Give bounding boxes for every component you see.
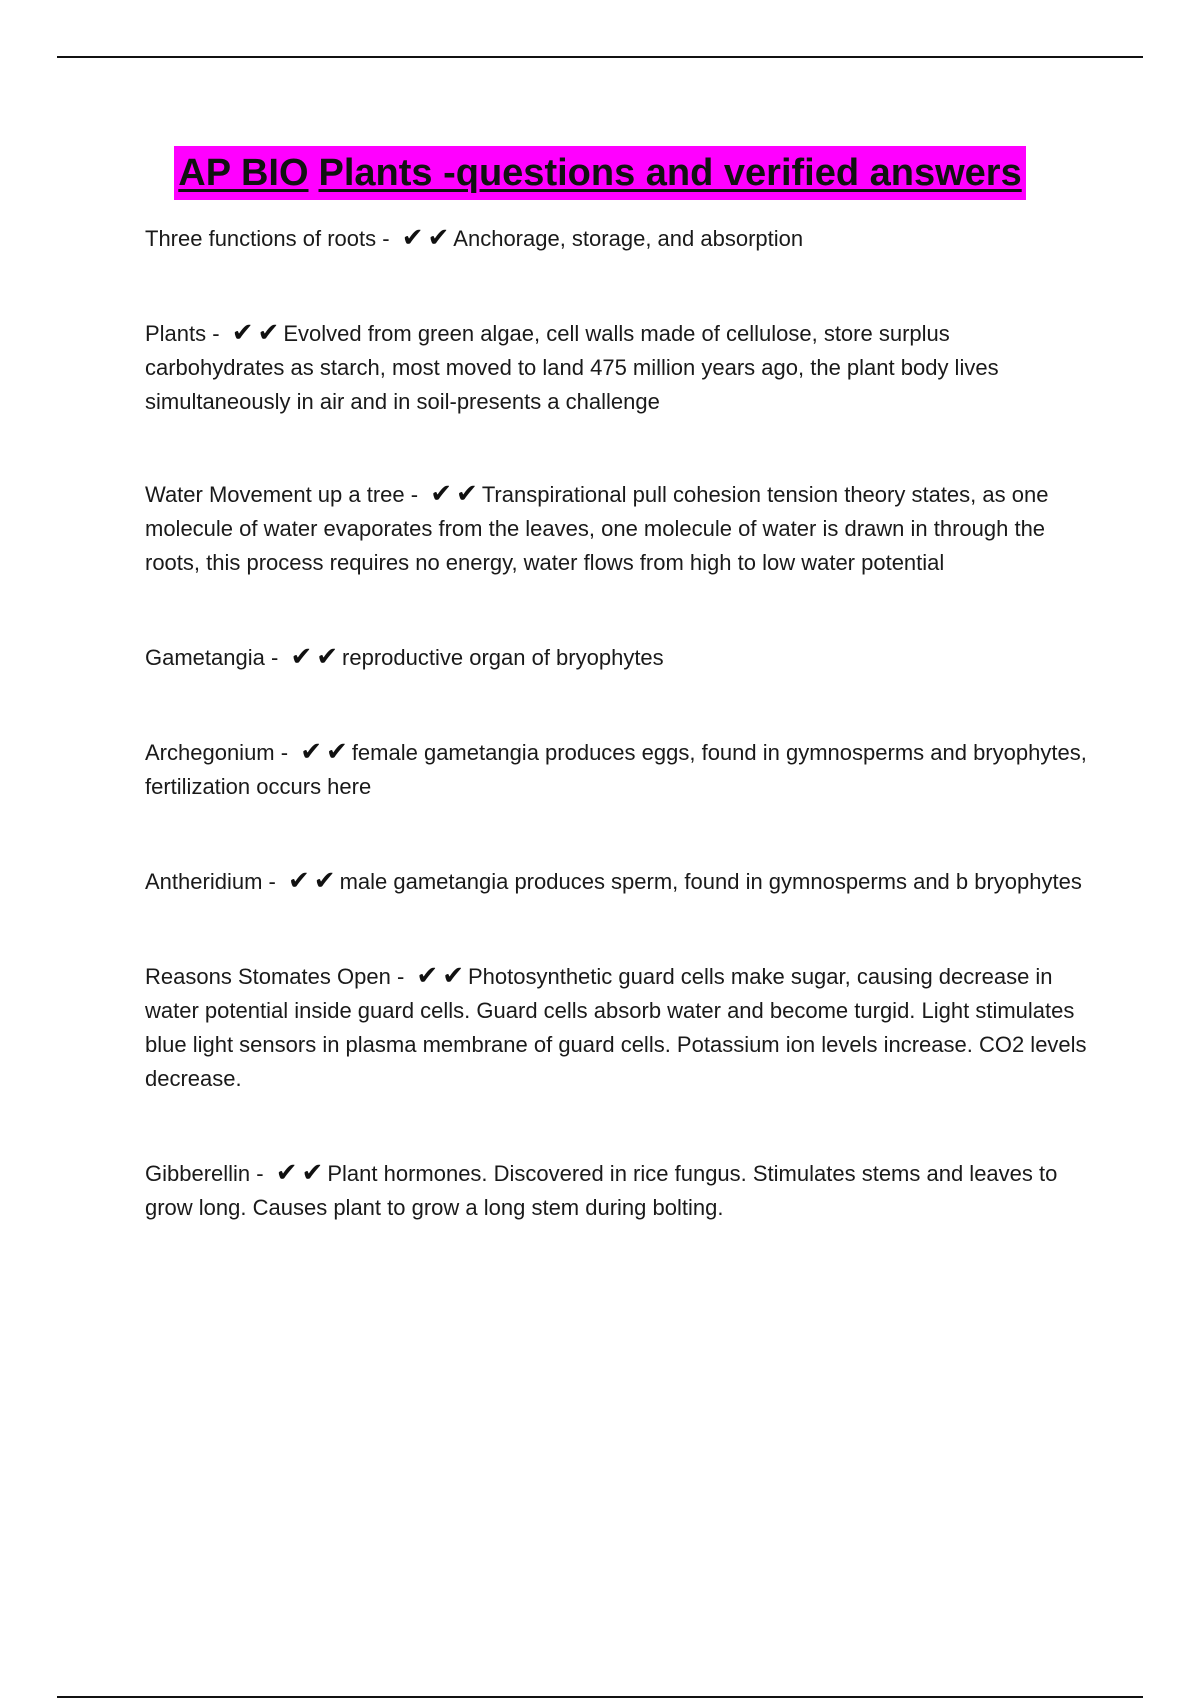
check-icon: ✔ (401, 222, 424, 252)
separator: - (270, 645, 279, 670)
separator: - (256, 1161, 264, 1186)
question-text: Archegonium (145, 740, 275, 765)
answer-text: Photosynthetic guard cells make sugar, causing decrease in water potential inside guard cells. Guard cells absorb water and become turgid. Light stimulates blue light sensors in plasma membrane of guard cells. Potassium ion levels increase. CO2 levels decrease. (145, 964, 1087, 1091)
check-icon: ✔ (257, 317, 280, 347)
check-icon: ✔ (313, 865, 336, 895)
question-text: Plants (145, 321, 207, 346)
question-text: Gibberellin (145, 1161, 251, 1186)
question-text: Gametangia (145, 645, 265, 670)
check-icon: ✔ (427, 222, 450, 252)
check-icon: ✔ (430, 478, 453, 508)
answer-text: Transpirational pull cohesion tension theory states, as one molecule of water evaporates from the leaves, one molecule of water is drawn in through the roots, this process requires no energy, water flows from high to low water potential (145, 482, 1049, 575)
title-block (0, 146, 1200, 200)
answer-text: reproductive organ of bryophytes (342, 645, 664, 670)
separator: - (268, 869, 276, 894)
qa-item (145, 736, 1095, 804)
answer-text: female gametangia produces eggs, found in gymnosperms and bryophytes, fertilization occurs here (145, 740, 1087, 799)
answer-text: male gametangia produces sperm, found in gymnosperms and b bryophytes (339, 869, 1082, 894)
verified-checks (428, 478, 480, 512)
check-icon: ✔ (442, 960, 464, 990)
check-icon: ✔ (416, 960, 439, 990)
verified-checks (414, 960, 466, 994)
answer-text: Anchorage, storage, and absorption (453, 226, 804, 251)
verified-checks (400, 222, 452, 256)
answer-text: Evolved from green algae, cell walls made of cellulose, store surplus carbohydrates as starch, most moved to land 475 million years ago, the plant body lives simultaneously in air and in soil-presents a challenge (145, 321, 999, 414)
separator: - (212, 321, 220, 346)
check-icon: ✔ (301, 1157, 324, 1187)
question-text: Water Movement up a tree (145, 482, 405, 507)
verified-checks (298, 736, 350, 770)
verified-checks (288, 641, 340, 675)
question-text: Antheridium (145, 869, 263, 894)
check-icon: ✔ (326, 736, 348, 766)
qa-item (145, 478, 1095, 580)
verified-checks (230, 317, 282, 351)
check-icon: ✔ (231, 317, 254, 347)
separator: - (396, 964, 405, 989)
separator: - (410, 482, 419, 507)
qa-list (145, 222, 1095, 1225)
separator: - (382, 226, 390, 251)
bottom-rule (57, 1696, 1143, 1698)
check-icon: ✔ (290, 641, 313, 671)
answer-text: Plant hormones. Discovered in rice fungus. Stimulates stems and leaves to grow long. Causes plant to grow a long stem during bolting. (145, 1161, 1058, 1220)
check-icon: ✔ (316, 641, 339, 671)
title-part-1: AP BIO (178, 152, 309, 194)
separator: - (280, 740, 289, 765)
qa-item (145, 1157, 1095, 1225)
qa-item (145, 865, 1095, 899)
verified-checks (274, 1157, 326, 1191)
check-icon: ✔ (300, 736, 323, 766)
question-text: Three functions of roots (145, 226, 377, 251)
top-rule (57, 56, 1143, 58)
qa-item (145, 960, 1095, 1096)
check-icon: ✔ (275, 1157, 298, 1187)
check-icon: ✔ (287, 865, 310, 895)
title-part-2: Plants -questions and verified answers (318, 152, 1022, 194)
check-icon: ✔ (456, 478, 478, 508)
question-text: Reasons Stomates Open (145, 964, 391, 989)
qa-item (145, 222, 1095, 256)
qa-item (145, 317, 1095, 419)
page-title (174, 146, 1025, 200)
qa-item (145, 641, 1095, 675)
verified-checks (286, 865, 338, 899)
